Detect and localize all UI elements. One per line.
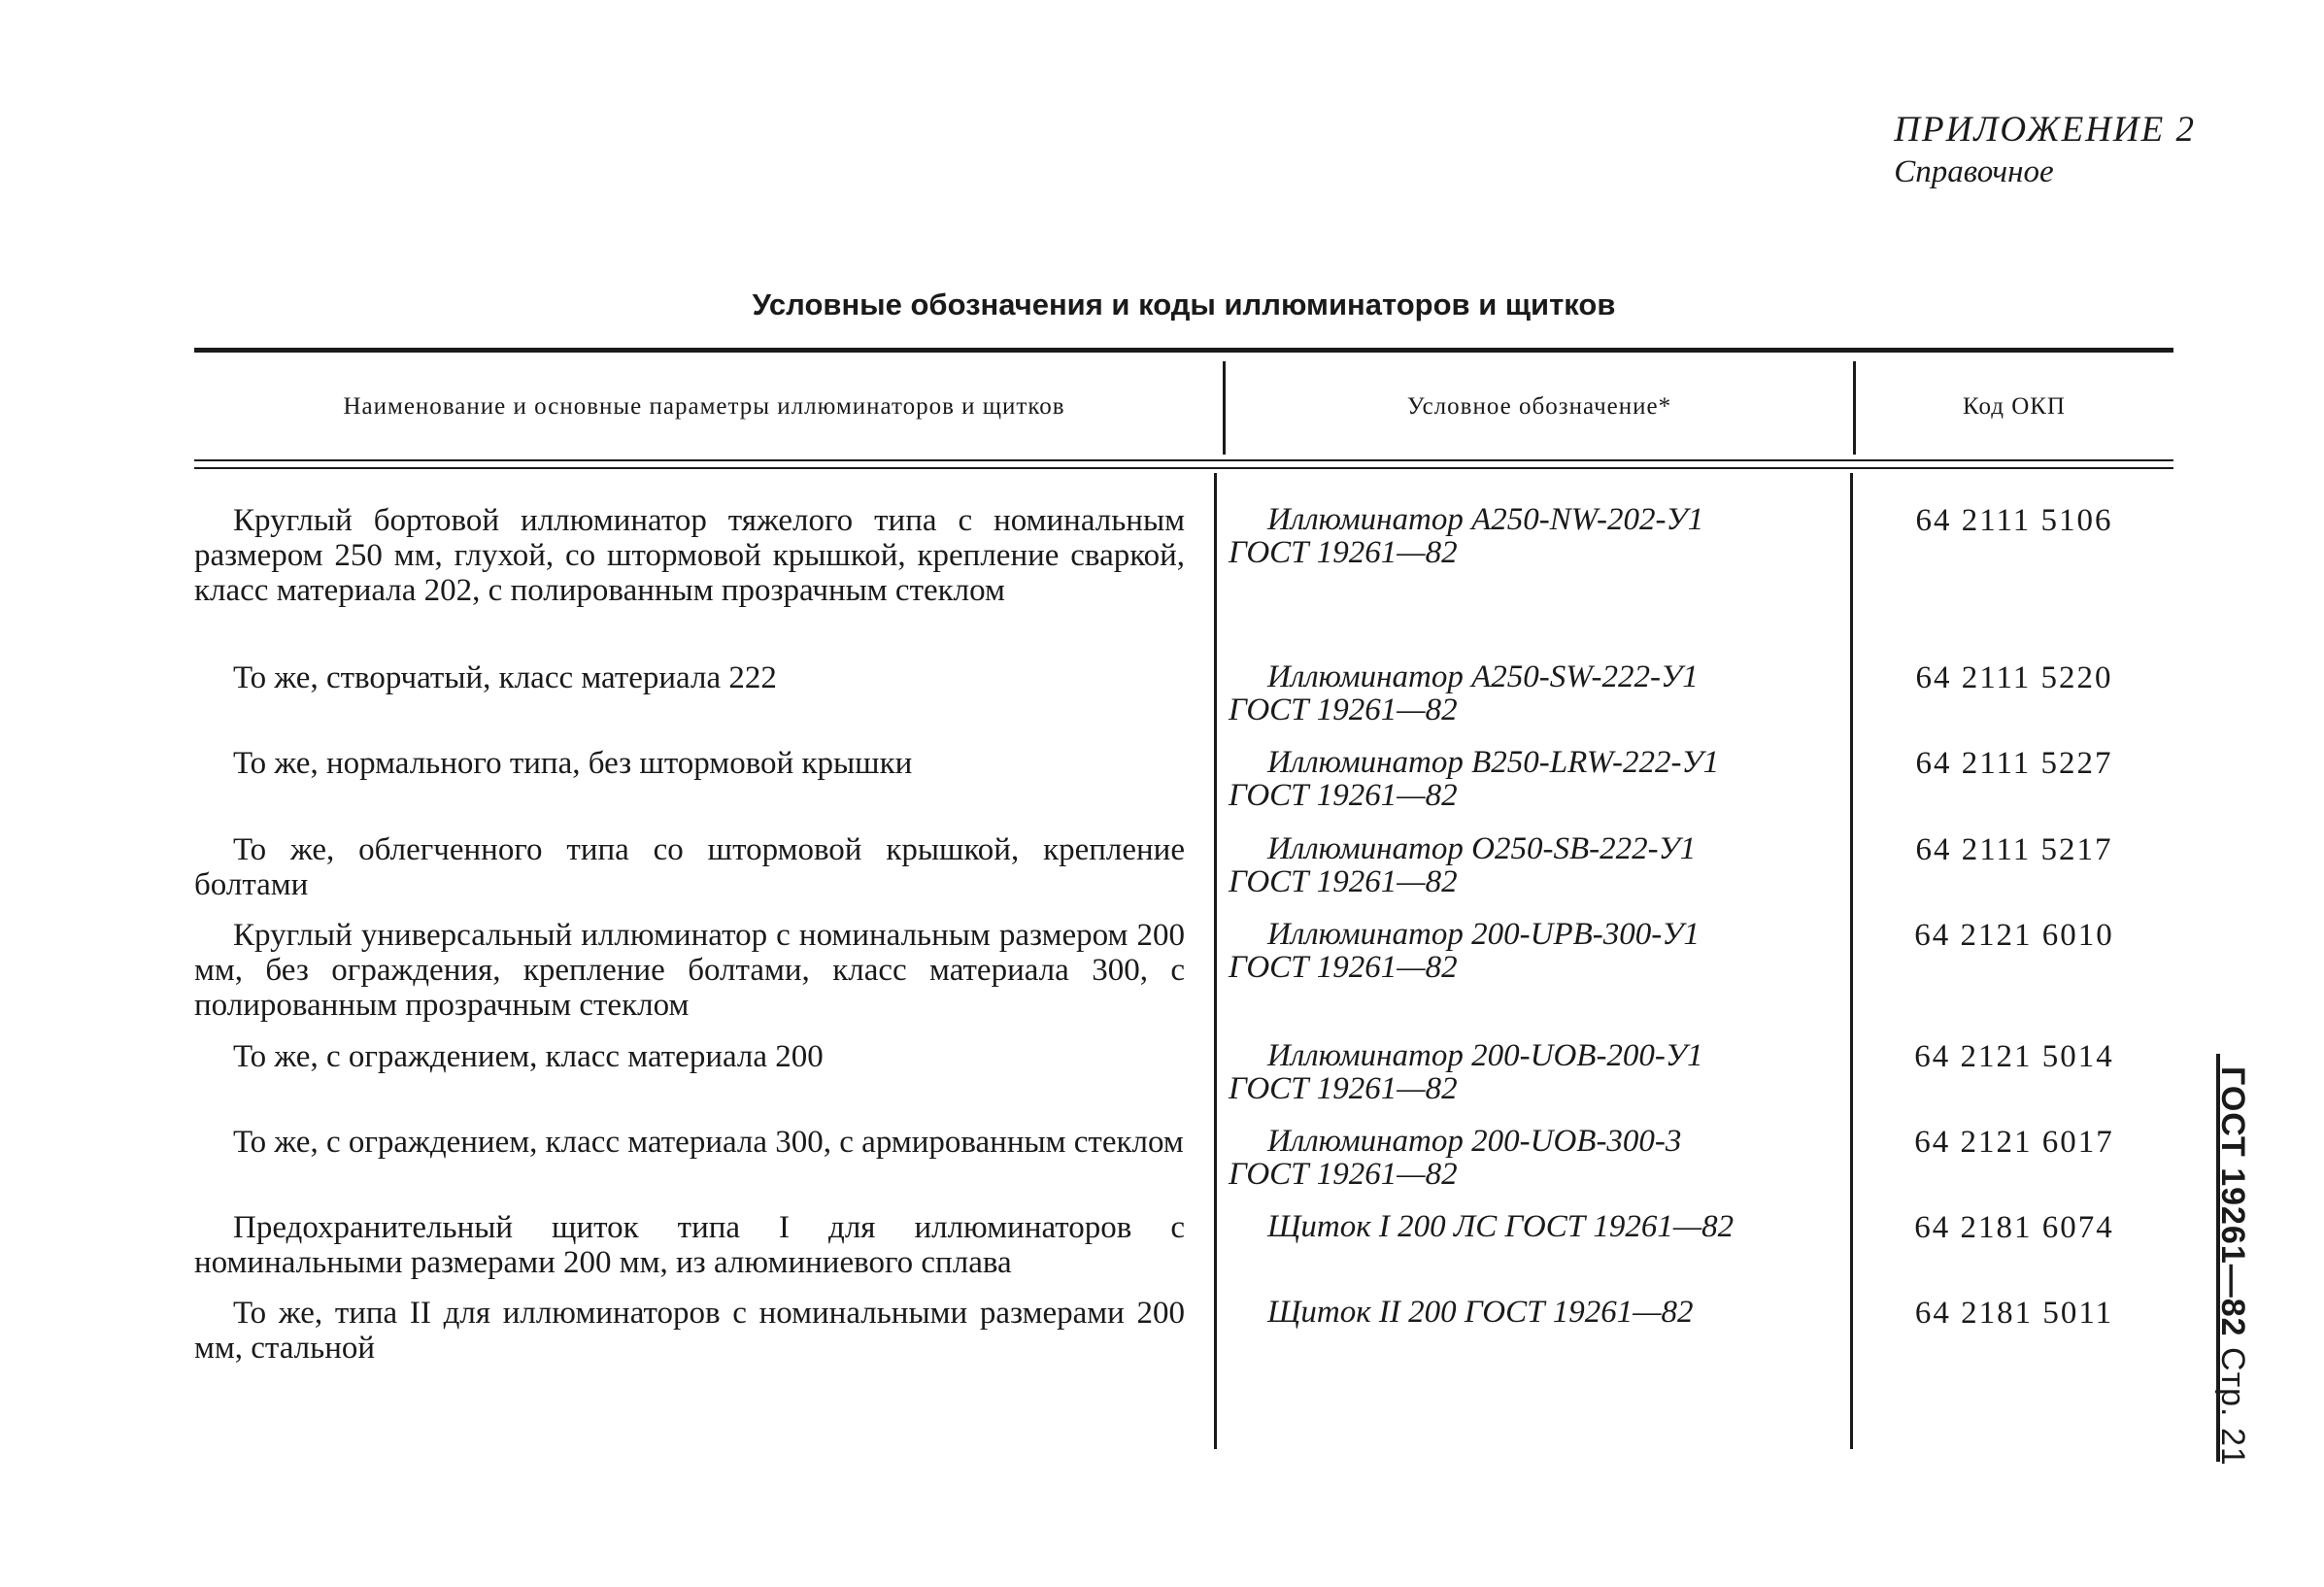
row-designation-std: ГОСТ 19261—82: [1229, 778, 1458, 813]
header-bottom-rule: [194, 459, 2173, 461]
side-page-label: [2213, 1066, 2251, 1467]
row-name: То же, типа II для иллюминаторов с номинальными размерами 200 мм, стальной: [194, 1296, 1185, 1366]
row-designation-std: ГОСТ 19261—82: [1229, 864, 1458, 899]
header-name: Наименование и основные параметры иллюминаторов и щитков: [343, 393, 1065, 420]
body-divider-2: [1850, 473, 1853, 1449]
appendix-subtitle: Справочное: [1894, 154, 2054, 189]
row-designation: Щиток I 200 ЛС ГОСТ 19261—82: [1267, 1209, 1735, 1244]
row-name: То же, створчатый, класс материала 222: [233, 660, 777, 695]
row-name: То же, с ограждением, класс материала 200: [233, 1039, 824, 1074]
row-name: То же, с ограждением, класс материала 300, с армированным стеклом: [233, 1125, 1184, 1160]
side-page-number: Стр. 21: [2214, 1347, 2251, 1467]
row-designation-std: ГОСТ 19261—82: [1229, 535, 1458, 570]
row-code: 64 2121 6010: [1914, 918, 2114, 953]
row-name: То же, нормального типа, без штормовой крышки: [233, 746, 913, 781]
row-name: Предохранительный щиток типа I для иллюминаторов с номинальными размерами 200 мм, из алюминиевого сплава: [194, 1210, 1185, 1280]
row-designation: Иллюминатор 200-UOB-200-У1: [1267, 1038, 1703, 1073]
row-designation: Иллюминатор 200-UOB-300-3: [1267, 1124, 1682, 1159]
row-code: 64 2111 5227: [1915, 746, 2113, 781]
row-code: 64 2121 6017: [1914, 1125, 2114, 1160]
row-designation-std: ГОСТ 19261—82: [1229, 1071, 1458, 1106]
row-name: То же, облегченного типа со штормовой крышкой, крепление болтами: [194, 832, 1185, 902]
row-designation: Иллюминатор А250-SW-222-У1: [1267, 659, 1699, 694]
appendix-label: [1894, 109, 2196, 190]
row-code: 64 2121 5014: [1914, 1039, 2114, 1074]
row-code: 64 2181 5011: [1914, 1296, 2114, 1331]
appendix-title: ПРИЛОЖЕНИЕ 2: [1894, 110, 2196, 150]
row-name: Круглый универсальный иллюминатор с номинальным размером 200 мм, без ограждения, крепление болтами, класс материала 300, с полированным прозрачным стеклом: [194, 918, 1185, 1023]
row-code: 64 2111 5106: [1915, 503, 2113, 538]
row-designation-std: ГОСТ 19261—82: [1229, 950, 1458, 985]
row-code: 64 2181 6074: [1914, 1210, 2114, 1245]
row-code: 64 2111 5220: [1915, 660, 2113, 695]
side-standard: ГОСТ 19261—82: [2214, 1066, 2251, 1337]
header-code: Код ОКП: [1963, 393, 2066, 420]
header-bottom-rule-2: [194, 467, 2173, 469]
row-designation: Иллюминатор О250-SB-222-У1: [1267, 831, 1697, 866]
row-name: Круглый бортовой иллюминатор тяжелого типа с номинальным размером 250 мм, глухой, со штормовой крышкой, крепление сваркой, класс материала 202, с полированным прозрачным стеклом: [194, 503, 1185, 608]
header-designation: Условное обозначение*: [1406, 393, 1672, 420]
row-designation: Иллюминатор А250-NW-202-У1: [1267, 502, 1704, 537]
row-designation-std: ГОСТ 19261—82: [1229, 1157, 1458, 1192]
table-top-rule: [194, 348, 2173, 353]
row-designation: Иллюминатор 200-UPB-300-У1: [1267, 917, 1700, 952]
row-designation-std: ГОСТ 19261—82: [1229, 692, 1458, 727]
row-designation: Иллюминатор В250-LRW-222-У1: [1267, 745, 1720, 780]
table-title: Условные обозначения и коды иллюминаторов и щитков: [752, 287, 1616, 321]
body-divider-1: [1214, 473, 1217, 1449]
row-code: 64 2111 5217: [1915, 832, 2113, 867]
header-divider-1: [1223, 361, 1226, 455]
row-designation: Щиток II 200 ГОСТ 19261—82: [1267, 1295, 1694, 1330]
